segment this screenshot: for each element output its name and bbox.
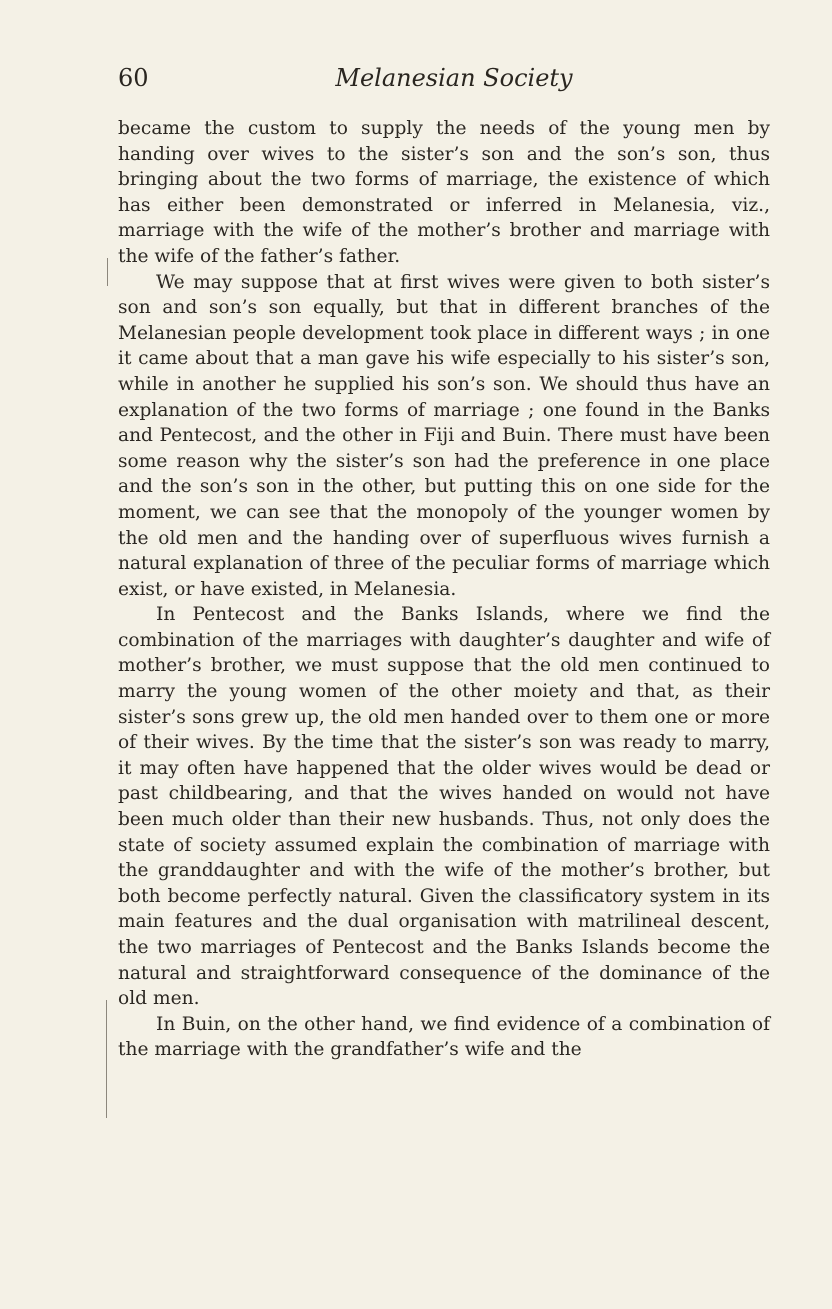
margin-pencil-mark-upper: [107, 258, 108, 286]
running-title: Melanesian Society: [335, 64, 573, 92]
paragraph-continuation: became the custom to supply the needs of the young men by handing over wives to the sister’s son and the son’s son, thus bringing about the two forms of marriage, the existence of which has either been demonstrated or inferred in Melanesia, viz., marriage with the wife of the mother’s brother and marriage with the wife of the father’s father.: [118, 118, 770, 267]
body-text: [118, 116, 770, 1063]
paragraph-wives-given: We may suppose that at first wives were given to both sister’s son and son’s son equally, but that in different branches of the Melanesian people development took place in different ways ; in one it came about that a man gave his wife especially to his sister’s son, while in another he supplied his son’s son. We should thus have an explanation of the two forms of marriage ; one found in the Banks and Pentecost, and the other in Fiji and Buin. There must have been some reason why the sister’s son had the preference in one place and the son’s son in the other, but putting this on one side for the moment, we can see that the monopoly of the younger women by the old men and the handing over of superfluous wives furnish a natural explanation of three of the peculiar forms of marriage which exist, or have existed, in Melanesia.: [118, 271, 770, 600]
paragraph-buin: In Buin, on the other hand, we find evidence of a combination of the marriage with the grandfather’s wife and the: [118, 1013, 770, 1061]
page-number: 60: [118, 64, 149, 92]
paragraph-pentecost-banks: In Pentecost and the Banks Islands, where we find the combination of the marriages with daughter’s daughter and wife of mother’s brother, we must suppose that the old men continued to marry the young women of the other moiety and that, as their sister’s sons grew up, the old men handed over to them one or more of their wives. By the time that the sister’s son was ready to marry, it may often have happened that the older wives would be dead or past childbearing, and that the wives handed on would not have been much older than their new husbands. Thus, not only does the state of society assumed explain the combination of marriage with the granddaughter and with the wife of the mother’s brother, but both become perfectly natural. Given the classificatory system in its main features and the dual organisation with matrilineal descent, the two marriages of Pentecost and the Banks Islands become the natural and straightforward consequence of the dominance of the old men.: [118, 604, 770, 1010]
margin-pencil-mark-lower: [106, 1000, 107, 1118]
page-header: [118, 64, 770, 98]
